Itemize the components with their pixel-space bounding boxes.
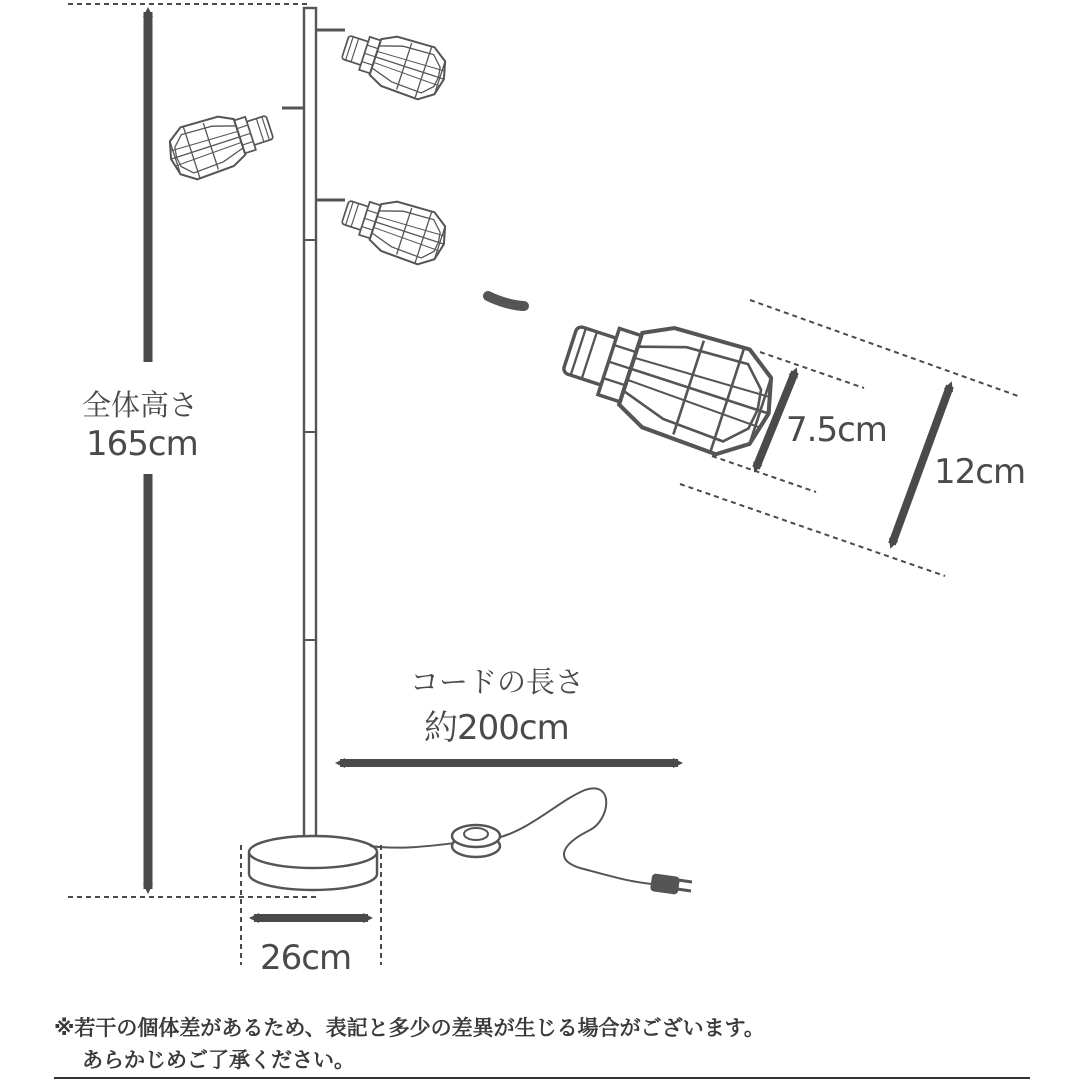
disclaimer-line-2: あらかじめご了承ください。 <box>82 1048 355 1072</box>
lamp-head-bottom <box>316 186 452 270</box>
power-plug <box>651 874 692 893</box>
cord-length-label: コードの長さ <box>410 665 585 699</box>
foot-switch <box>452 825 500 857</box>
disclaimer-line-1: ※若干の個体差があるため、表記と多少の差異が生じる場合がございます。 <box>54 1016 765 1040</box>
lamp-pole <box>304 8 316 840</box>
total-height-label: 全体高さ <box>82 388 199 422</box>
total-height-value: 165cm <box>86 424 198 464</box>
lamp-shade-detail <box>488 296 786 466</box>
lamp-head-left <box>163 101 304 185</box>
lamp-head-top <box>316 21 452 105</box>
lamp-base <box>249 836 377 890</box>
cord-length-value: 約200cm <box>424 708 569 748</box>
power-cord <box>370 788 652 884</box>
shade-inner-value: 7.5cm <box>786 410 887 450</box>
base-diameter-value: 26cm <box>260 938 352 978</box>
shade-outer-value: 12cm <box>934 452 1026 492</box>
